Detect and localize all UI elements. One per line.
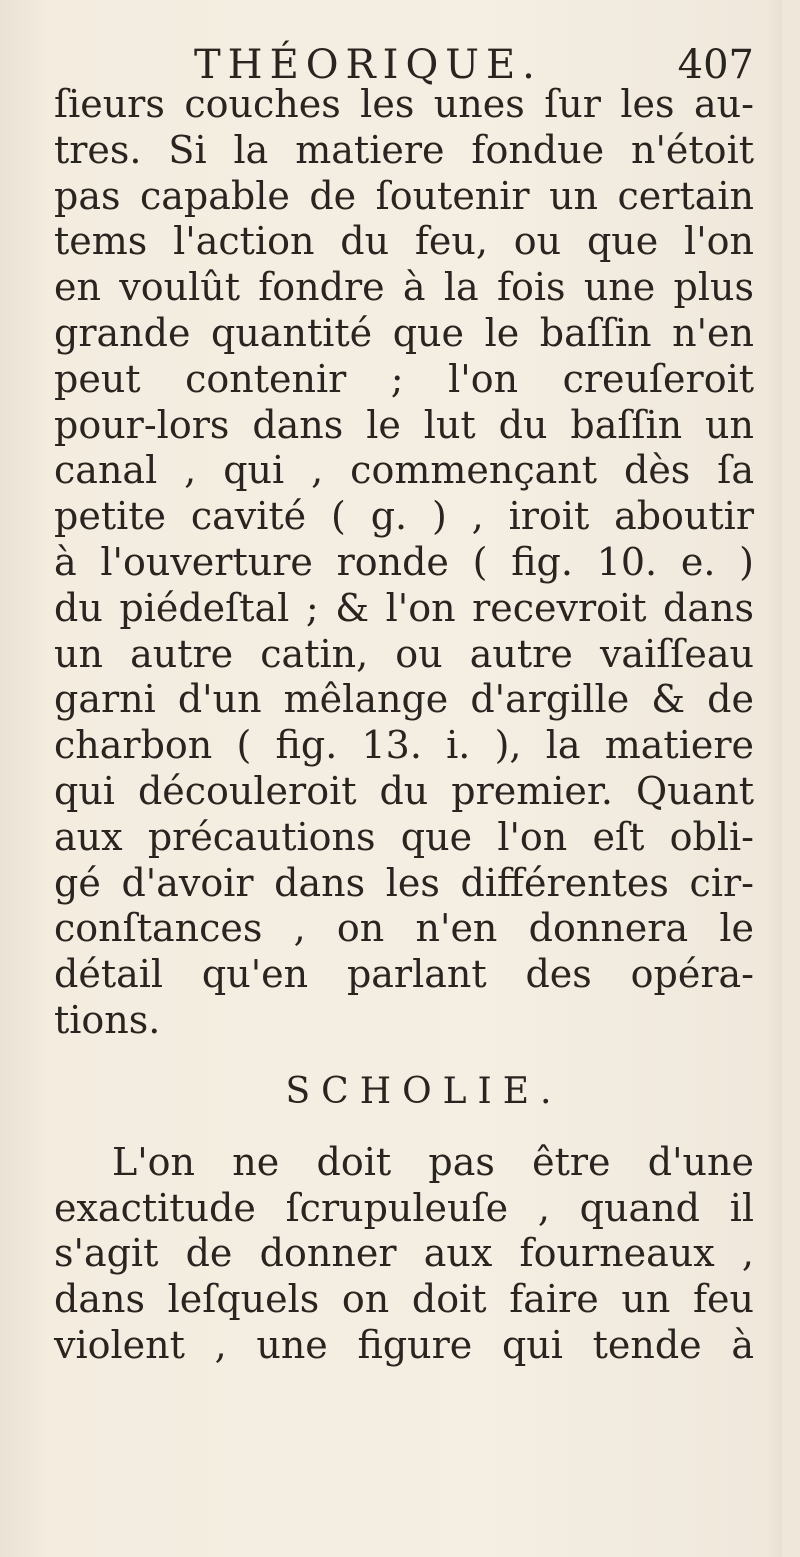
text-line: L'on ne doit pas être d'une	[112, 1139, 754, 1184]
page-edge-shadow	[768, 0, 782, 1557]
text-line: garni d'un mêlange d'argille & de	[54, 677, 754, 722]
text-line: canal , qui , commençant dès ſa	[54, 448, 754, 493]
text-line: un autre catin, ou autre vaiſſeau	[54, 631, 754, 676]
text-line: aux précautions que l'on eſt obli-	[54, 814, 754, 859]
text-line: tres. Si la matiere fondue n'étoit	[54, 127, 754, 172]
page-number: 407	[677, 42, 754, 88]
text-line: violent , une figure qui tende à	[54, 1322, 754, 1367]
text-line: grande quantité que le baſſin n'en	[54, 310, 754, 355]
text-line: ſieurs couches les unes ſur les au-	[54, 82, 754, 126]
section-heading: SCHOLIE.	[285, 1070, 563, 1112]
text-line: dans leſquels on doit faire un feu	[54, 1277, 754, 1322]
running-title: THÉORIQUE.	[194, 42, 542, 88]
text-line: peut contenir ; l'on creuſeroit	[54, 356, 754, 401]
text-line: pour-lors dans le lut du baſſin un	[54, 402, 754, 447]
text-line: exactitude ſcrupuleuſe , quand il	[54, 1185, 754, 1230]
text-line: en voulût fondre à la fois une plus	[54, 265, 754, 310]
paragraph	[54, 82, 754, 1044]
text-line: détail qu'en parlant des opéra-	[54, 952, 754, 997]
body-text	[54, 82, 754, 1369]
text-line: à l'ouverture ronde ( fig. 10. e. )	[54, 539, 754, 584]
text-line: s'agit de donner aux fourneaux ,	[54, 1231, 754, 1276]
text-line: pas capable de ſoutenir un certain	[54, 173, 754, 218]
text-line: gé d'avoir dans les différentes cir-	[54, 860, 754, 905]
text-line: tems l'action du feu, ou que l'on	[54, 219, 754, 264]
text-line: tions.	[54, 997, 161, 1042]
text-line: petite cavité ( g. ) , iroit aboutir	[54, 494, 754, 539]
text-line: conſtances , on n'en donnera le	[54, 906, 754, 951]
text-line: qui découleroit du premier. Quant	[54, 768, 754, 813]
text-line: charbon ( fig. 13. i. ), la matiere	[54, 723, 754, 768]
text-line: du piédeſtal ; & l'on recevroit dans	[54, 585, 754, 630]
paragraph	[54, 1140, 754, 1369]
